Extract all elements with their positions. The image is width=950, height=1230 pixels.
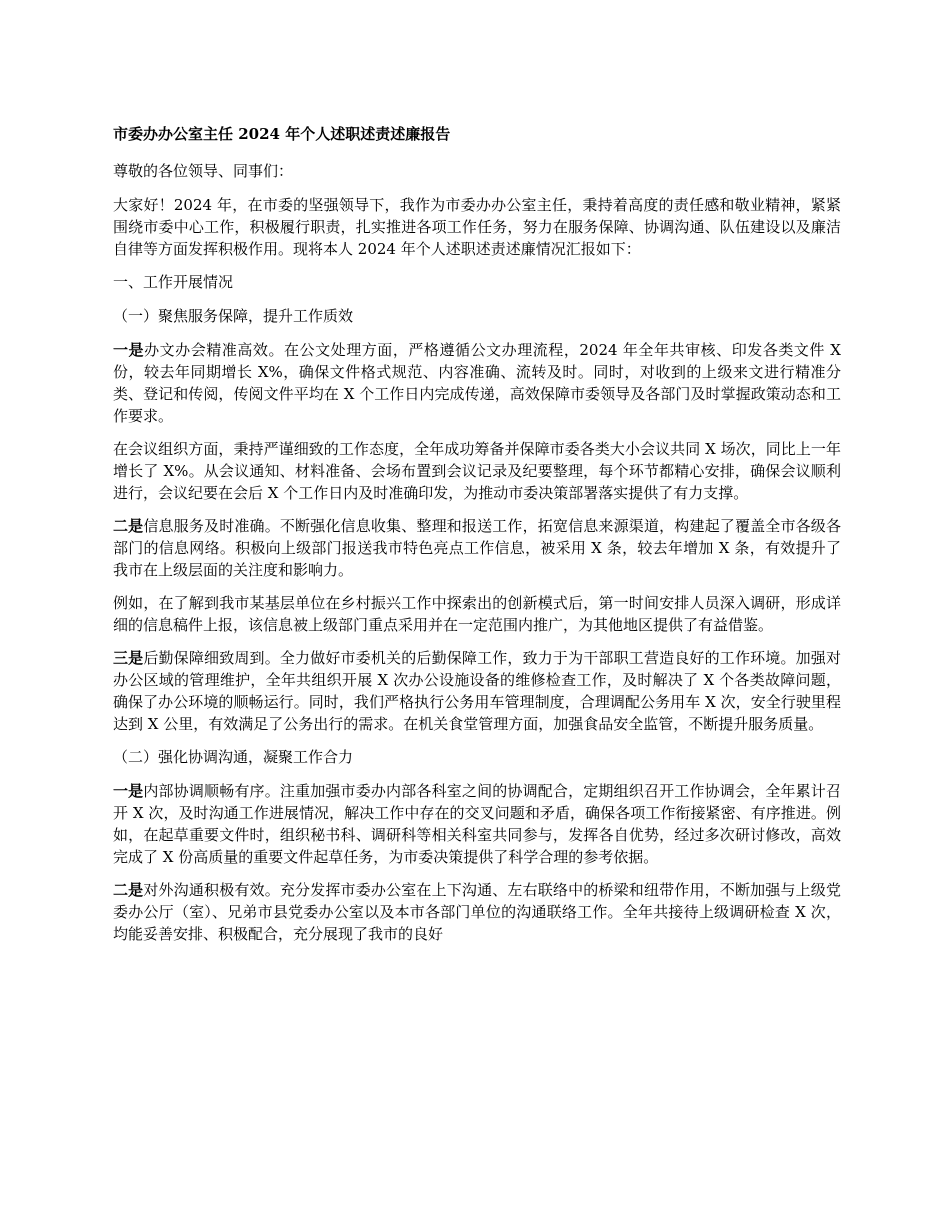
subsection-heading-coordination: （二）强化协调沟通，凝聚工作合力 bbox=[113, 748, 354, 766]
subsection-heading-service: （一）聚焦服务保障，提升工作质效 bbox=[113, 307, 354, 325]
intro-paragraph: 大家好！2024 年，在市委的坚强领导下，我作为市委办办公室主任，秉持着高度的责任感和敬业精神，紧紧围绕市委中心工作，积极履行职责，扎实推进各项工作任务，努力在服务保障、协调沟通、队伍建设以及廉洁自律等方面发挥积极作用。现将本人 2024 年个人述职述责述廉情况汇报如下： bbox=[113, 196, 841, 258]
paragraph-text: 对外沟通积极有效。充分发挥市委办公室在上下沟通、左右联络中的桥梁和纽带作用，不断加强与上级党委办公厅（室）、兄弟市县党委办公室以及本市各部门单位的沟通联络工作。全年共接待上级调研检查 X 次，均能妥善安排、积极配合，充分展现了我市的良好 bbox=[113, 881, 841, 943]
paragraph-lead: 二是 bbox=[113, 881, 144, 899]
paragraph-text: 后勤保障细致周到。全力做好市委机关的后勤保障工作，致力于为干部职工营造良好的工作环境。加强对办公区域的管理维护，全年共组织开展 X 次办公设施设备的维修检查工作，及时解决了 X 个各类故障问题，确保了办公环境的顺畅运行。同时，我们严格执行公务用车管理制度，合理调配公务用车 X 次，安全行驶里程达到 X 公里，有效满足了公务出行的需求。在机关食堂管理方面，加强食品安全监管，不断提升服务质量。 bbox=[113, 649, 841, 733]
paragraph-example: 例如，在了解到我市某基层单位在乡村振兴工作中探索出的创新模式后，第一时间安排人员深入调研，形成详细的信息稿件上报，该信息被上级部门重点采用并在一定范围内推广，为其他地区提供了有益借鉴。 bbox=[113, 594, 841, 634]
paragraph-external-communication bbox=[113, 879, 841, 945]
paragraph-lead: 一是 bbox=[113, 341, 145, 359]
paragraph-logistics bbox=[113, 647, 841, 735]
paragraph-lead: 一是 bbox=[113, 782, 144, 800]
salutation: 尊敬的各位领导、同事们： bbox=[113, 162, 294, 180]
paragraph-text: 办文办会精准高效。在公文处理方面，严格遵循公文办理流程，2024 年全年共审核、印发各类文件 X 份，较去年同期增长 X%，确保文件格式规范、内容准确、流转及时。同时，对收到的上级来文进行精准分类、登记和传阅，传阅文件平均在 X 个工作日内完成传递，高效保障市委领导及各部门及时掌握政策动态和工作要求。 bbox=[113, 341, 841, 425]
paragraph-text: 内部协调顺畅有序。注重加强市委办内部各科室之间的协调配合，定期组织召开工作协调会，全年累计召开 X 次，及时沟通工作进展情况，解决工作中存在的交叉问题和矛盾，确保各项工作衔接紧密、有序推进。例如，在起草重要文件时，组织秘书科、调研科等相关科室共同参与，发挥各自优势，经过多次研讨修改，高效完成了 X 份高质量的重要文件起草任务，为市委决策提供了科学合理的参考依据。 bbox=[113, 782, 841, 866]
paragraph-text: 信息服务及时准确。不断强化信息收集、整理和报送工作，拓宽信息来源渠道，构建起了覆盖全市各级各部门的信息网络。积极向上级部门报送我市特色亮点工作信息，被采用 X 条，较去年增加 X 条，有效提升了我市在上级层面的关注度和影响力。 bbox=[113, 517, 841, 579]
paragraph-meeting-organization: 在会议组织方面，秉持严谨细致的工作态度，全年成功筹备并保障市委各类大小会议共同 X 场次，同比上一年增长了 X%。从会议通知、材料准备、会场布置到会议记录及纪要整理，每个环节都精心安排，确保会议顺利进行，会议纪要在会后 X 个工作日内及时准确印发，为推动市委决策部署落实提供了有力支撑。 bbox=[113, 440, 841, 502]
paragraph-documents-meetings bbox=[113, 339, 841, 427]
document-page bbox=[113, 123, 841, 956]
document-title: 市委办办公室主任 2024 年个人述职述责述廉报告 bbox=[113, 125, 451, 143]
paragraph-lead: 二是 bbox=[113, 517, 144, 535]
paragraph-information-service bbox=[113, 515, 841, 581]
section-heading-work: 一、工作开展情况 bbox=[113, 273, 234, 291]
paragraph-lead: 三是 bbox=[113, 649, 144, 667]
paragraph-internal-coordination bbox=[113, 780, 841, 868]
